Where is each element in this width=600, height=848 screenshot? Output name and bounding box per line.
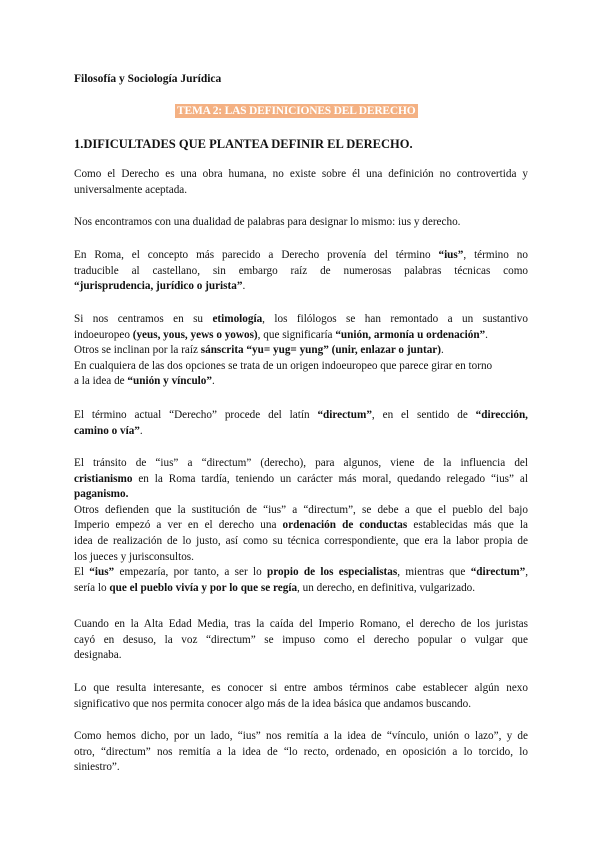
paragraph-3	[74, 248, 528, 295]
paragraph-6	[74, 456, 528, 596]
paragraph-9	[74, 729, 528, 776]
p6-line-3: paganismo.	[74, 488, 129, 501]
p5-line-1: El término actual “Derecho” procede del latín “directum”, en el sentido de “dirección,	[74, 409, 528, 421]
p9-line-2: otro, “directum” nos remitía a la idea de “lo recto, ordenado, en oposición a lo torcido, lo	[74, 745, 528, 758]
paragraph-4	[74, 312, 528, 390]
p6-line-6: idea de realización de lo justo, así como su técnica correspondiente, que era la labor propia de	[74, 534, 528, 547]
p7-line-1: Cuando en la Alta Edad Media, tras la caída del Imperio Romano, el derecho de los juristas	[74, 618, 528, 630]
paragraph-7	[74, 617, 528, 664]
p6-line-5: Imperio empezó a ver en el derecho una ordenación de conductas establecidas más que la	[74, 519, 529, 532]
p6-line-8: El “ius” empezaría, por tanto, a ser lo propio de los especialistas, mientras que “directum”,	[74, 566, 528, 579]
p6-line-9: sería lo que el pueblo vivía y por lo que se regía, un derecho, en definitiva, vulgarizado.	[74, 581, 476, 594]
paragraph-2	[74, 215, 528, 231]
p6-line-1: El tránsito de “ius” a “directum” (derecho), para algunos, viene de la influencia del	[74, 457, 528, 469]
p4-line-4: En cualquiera de las dos opciones se trata de un origen indoeuropeo que parece girar en torno	[74, 359, 493, 372]
p3-line-2: traducible al castellano, sin embargo raíz de numerosas palabras técnicas como	[74, 264, 528, 277]
section-heading: 1.DIFICULTADES QUE PLANTEA DEFINIR EL DERECHO.	[74, 137, 413, 151]
paragraph-1	[74, 167, 528, 198]
subject-title: Filosofía y Sociología Jurídica	[74, 73, 222, 85]
p2-line-1: Nos encontramos con una dualidad de palabras para designar lo mismo: ius y derecho.	[74, 216, 461, 228]
p4-line-2: indoeuropeo (yeus, yous, yews o yowos), que significaría “unión, armonía u ordenación”.	[74, 328, 488, 341]
p6-line-7: los jueces y jurisconsultos.	[74, 550, 194, 563]
p6-line-4: Otros defienden que la sustitución de “ius” a “directum”, se debe a que el pueblo del bajo	[74, 503, 528, 516]
p9-line-3: siniestro”.	[74, 761, 120, 774]
paragraph-5	[74, 408, 528, 439]
p1-line-1: Como el Derecho es una obra humana, no existe sobre él una definición no controvertida y	[74, 168, 528, 180]
paragraph-8	[74, 681, 528, 712]
topic-title: TEMA 2: LAS DEFINICIONES DEL DERECHO	[177, 105, 416, 117]
p3-line-1: En Roma, el concepto más parecido a Derecho provenía del término “ius”, término no	[74, 249, 528, 261]
p7-line-3: designaba.	[74, 649, 122, 662]
p7-line-2: cayó en desuso, la voz “directum” se impuso como el derecho popular o vulgar que	[74, 633, 528, 646]
p8-line-2: significativo que nos permita conocer algo más de la idea básica que andamos buscando.	[74, 697, 472, 710]
p4-line-5: a la idea de “unión y vínculo”.	[74, 375, 215, 388]
p8-line-1: Lo que resulta interesante, es conocer si entre ambos términos cabe establecer algún nexo	[74, 682, 528, 694]
p4-line-1: Si nos centramos en su etimología, los filólogos se han remontado a un sustantivo	[74, 313, 528, 325]
p4-line-3: Otros se inclinan por la raíz sánscrita “yu= yug= yung” (unir, enlazar o juntar).	[74, 344, 444, 357]
p1-line-2: universalmente aceptada.	[74, 183, 188, 196]
p6-line-2: cristianismo en la Roma tardía, teniendo un carácter más moral, quedando relegado “ius” al	[74, 472, 528, 485]
p3-line-3: “jurisprudencia, jurídico o jurista”.	[74, 280, 246, 293]
p5-line-2: camino o vía”.	[74, 424, 143, 437]
p9-line-1: Como hemos dicho, por un lado, “ius” nos remitía a la idea de “vínculo, unión o lazo”, y de	[74, 730, 528, 742]
